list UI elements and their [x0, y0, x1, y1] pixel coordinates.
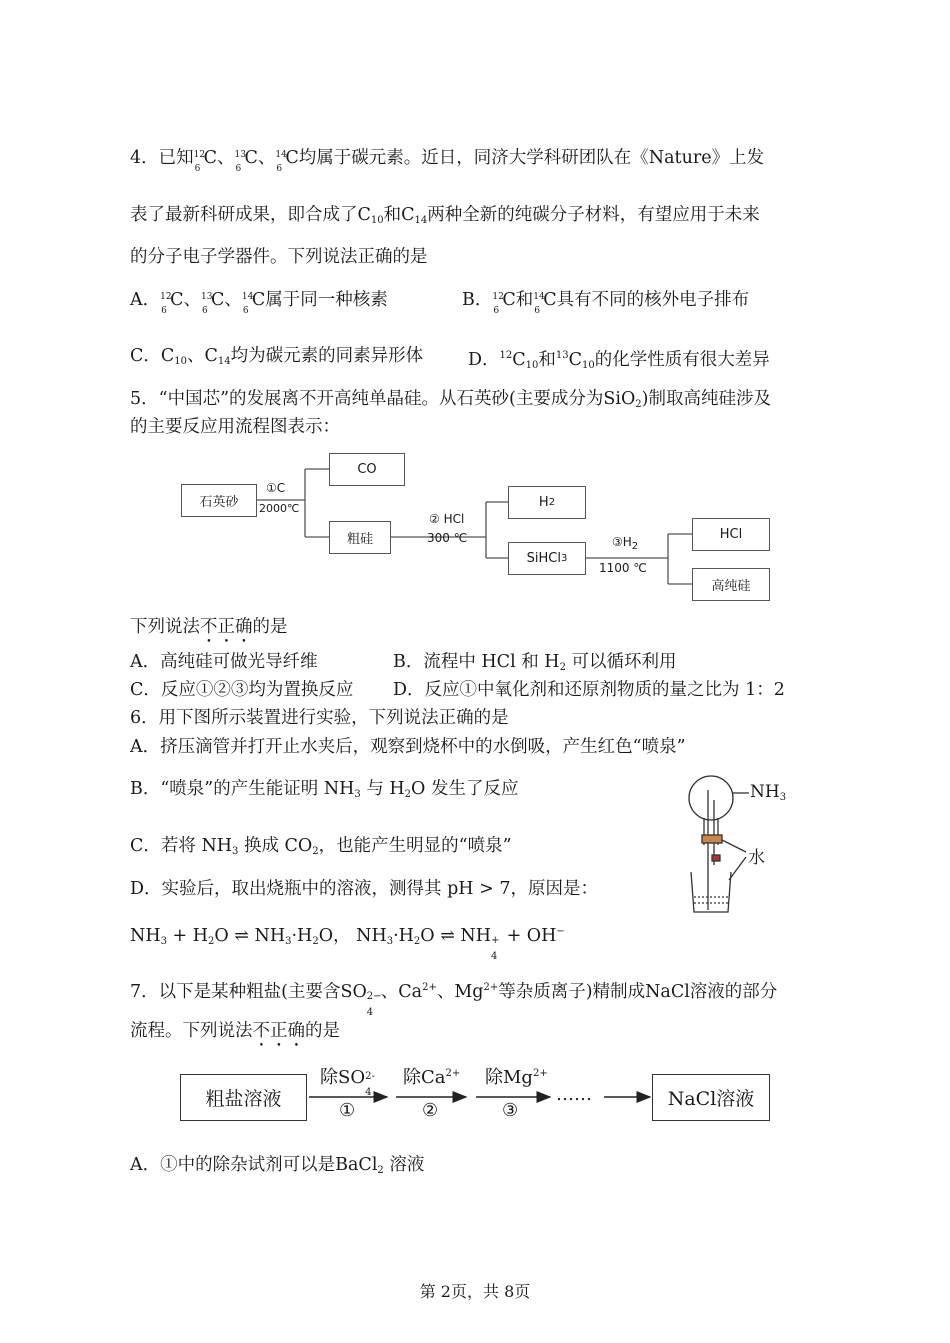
- q4-option-b: B． 12 6 C和 14 6 C具有不同的核外电子排布: [462, 290, 750, 316]
- flow-step3-temp: 1100 ℃: [599, 561, 647, 575]
- flow-step2-temp: 300 ℃: [427, 531, 468, 545]
- q5-prompt: 下列说法不正确的是: [130, 617, 288, 637]
- q7-line1: 7．以下是某种粗盐(主要含SO 2− 4 、$Ca^{2+}$、$Mg^{2+}$等杂质离子)精制成NaCl溶液的部分: [130, 982, 778, 1018]
- q5-option-d: D．反应①中氧化剂和还原剂物质的量之比为 1：2: [393, 680, 785, 700]
- q5-option-b: B．流程中 HCl 和 $H_2$ 可以循环利用: [393, 652, 677, 673]
- q4-line2: 表了最新科研成果，即合成了$C_{10}$和$C_{14}$两种全新的纯碳分子材料，有望应用于未来: [130, 205, 760, 226]
- flow-h2: H 2: [508, 486, 586, 519]
- flow-hcl: HCl: [692, 518, 770, 551]
- q6-option-d: D．实验后，取出烧瓶中的溶液，测得其 pH > 7，原因是：: [130, 879, 598, 899]
- flow-step2-label: ② HCl: [429, 512, 465, 526]
- q7-step3-number: ③: [502, 1100, 519, 1121]
- q7-step2-label: 除$Ca^{2+}$: [403, 1067, 461, 1088]
- q4-option-c: C．$C_{10}$、$C_{14}$均为碳元素的同素异形体: [130, 346, 424, 367]
- fig-nh3-label: $NH_3$: [750, 782, 787, 803]
- q6-option-b: B．“喷泉”的产生能证明 $NH_3$ 与 $H_2O$ 发生了反应: [130, 779, 519, 800]
- q5-line2: 的主要反应用流程图表示：: [130, 417, 340, 437]
- fig-water-label: 水: [748, 848, 765, 868]
- q5-option-c: C．反应①②③均为置换反应: [130, 680, 354, 700]
- q7-option-a: A．①中的除杂试剂可以是BaCl$_2$ 溶液: [130, 1155, 425, 1176]
- flow-co: CO: [329, 453, 405, 486]
- q6-equation: $NH_3 + H_2O$ ⇌ $NH_3\cdot H_2O$， $NH_3\cdot H_2O$ ⇌ NH + 4 + OH−: [130, 926, 565, 962]
- q5-option-a: A．高纯硅可做光导纤维: [130, 652, 318, 672]
- flow-crude-silicon: 粗硅: [329, 521, 391, 554]
- q7-line2: 流程。下列说法不正确的是: [130, 1021, 340, 1041]
- q7-flow-nacl-solution: NaCl溶液: [652, 1074, 770, 1121]
- q7-step3-label: 除$Mg^{2+}$: [485, 1067, 548, 1088]
- flow-sihcl3: SiHCl 3: [508, 542, 586, 575]
- q6-option-c: C．若将 $NH_3$ 换成 $CO_2$，也能产生明显的“喷泉”: [130, 836, 512, 857]
- q4-line3: 的分子电子学器件。下列说法正确的是: [130, 247, 428, 267]
- q7-flow-ellipsis: ……: [556, 1084, 592, 1105]
- q7-step1-label: 除SO 2- 4: [320, 1067, 375, 1098]
- q5-line1: 5．“中国芯”的发展离不开高纯单晶硅。从石英砂(主要成分为SiO$_2$)制取高纯硅涉及: [130, 389, 771, 410]
- flow-step3-label: $③H_2$: [612, 535, 639, 552]
- q4-option-d: D．$^{12}C_{10}$和$^{13}C_{10}$的化学性质有很大差异: [468, 350, 770, 371]
- q7-step2-number: ②: [422, 1100, 439, 1121]
- page-footer: 第 2页，共 8页: [419, 1282, 531, 1301]
- flow-step1-temp: 2000℃: [259, 502, 300, 515]
- q6-option-a: A．挤压滴管并打开止水夹后，观察到烧杯中的水倒吸，产生红色“喷泉”: [130, 737, 686, 757]
- q4-line1: 4．已知 12 6 C、 13 6 C、 14 6 C均属于碳元素。近日，同济大学科研团队在《Nature》上发: [130, 148, 765, 174]
- q4-option-a: A． 12 6 C、 13 6 C、 14 6 C属于同一种核素: [130, 290, 388, 316]
- flow-step1-label: ①C: [266, 481, 286, 495]
- q6-line1: 6．用下图所示装置进行实验，下列说法正确的是: [130, 708, 509, 728]
- flow-pure-silicon: 高纯硅: [692, 568, 770, 601]
- q7-flow-crude-salt: 粗盐溶液: [180, 1074, 307, 1121]
- flow-quartz-sand: 石英砂: [181, 484, 257, 517]
- q7-step1-number: ①: [339, 1100, 356, 1121]
